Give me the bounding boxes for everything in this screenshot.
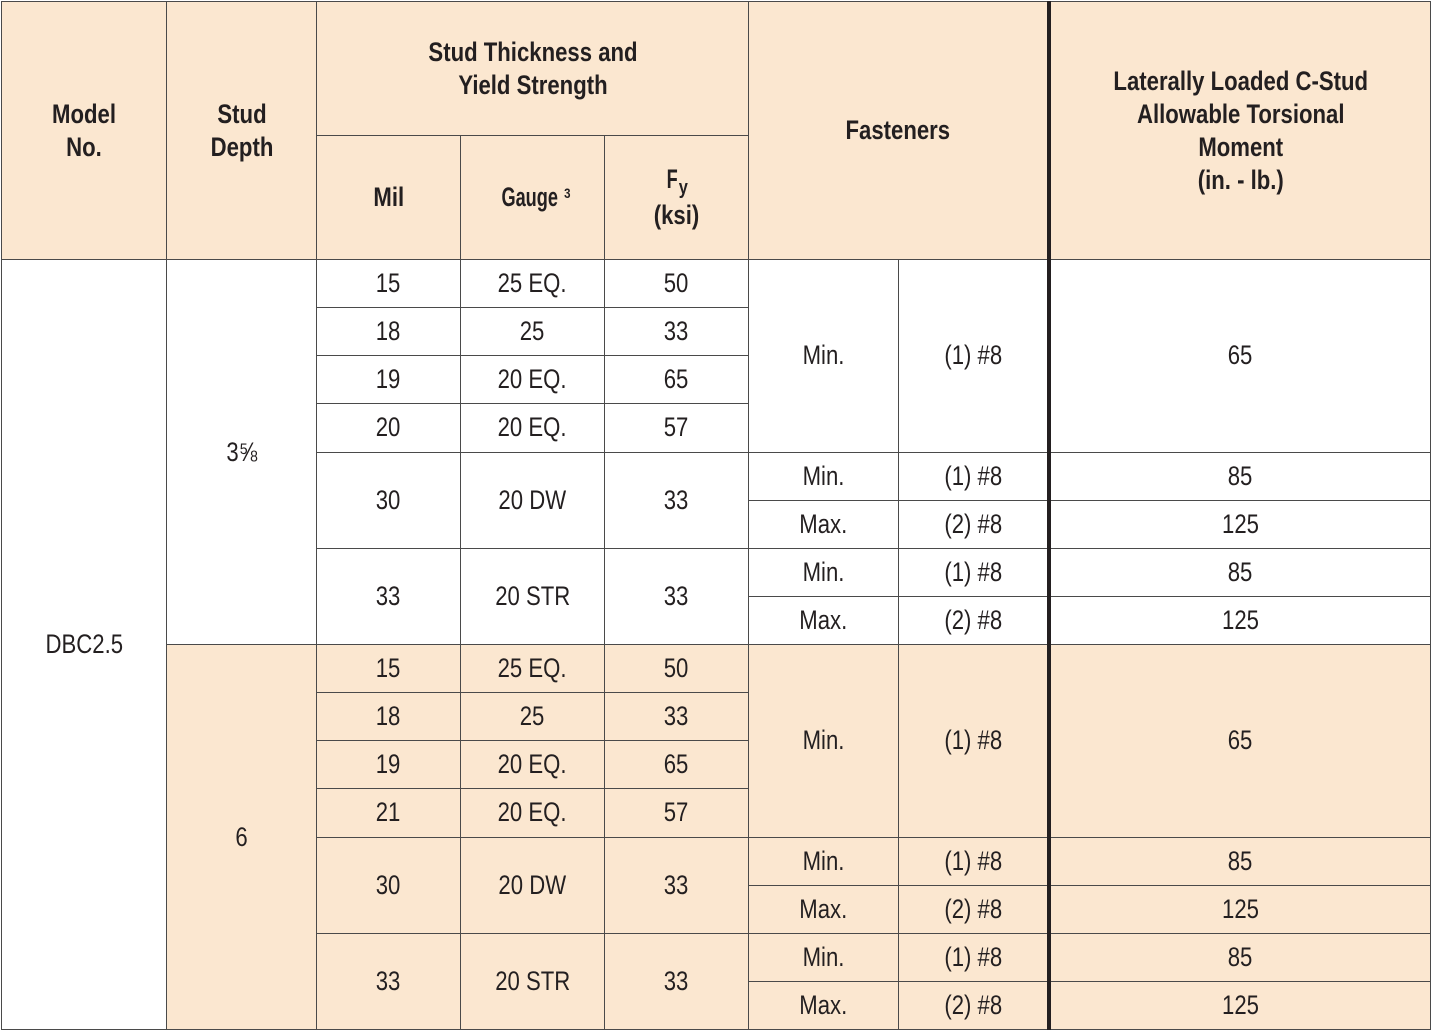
header-moment-line2: Allowable Torsional [1136, 98, 1345, 129]
depth-cell: 6 [167, 645, 317, 1030]
header-moment [1049, 2, 1431, 260]
model-cell: DBC2.5 [2, 260, 167, 1030]
level-cell: Min. [749, 452, 899, 500]
fy-subscript: y [678, 177, 688, 199]
fastener-cell: (1) #8 [899, 933, 1049, 981]
gauge-footnote-marker: 3 [563, 185, 571, 201]
header-moment-line1: Laterally Loaded C-Stud [1112, 65, 1368, 96]
level-cell: Min. [749, 548, 899, 596]
mil-cell: 33 [317, 933, 461, 1029]
header-fy: $F_y$ (ksi) [605, 136, 749, 260]
fastener-cell: (1) #8 [899, 837, 1049, 885]
moment-cell: 125 [1049, 885, 1431, 933]
fastener-cell: (1) #8 [899, 645, 1049, 838]
level-cell: Max. [749, 885, 899, 933]
header-thickness-group: Stud Thickness and Yield Strength [317, 2, 749, 136]
fy-cell: 57 [605, 404, 749, 452]
gauge-cell: 20 EQ. [461, 356, 605, 404]
gauge-cell: 25 [461, 308, 605, 356]
fy-cell: 65 [605, 741, 749, 789]
gauge-cell: 25 [461, 693, 605, 741]
gauge-cell: 20 EQ. [461, 404, 605, 452]
depth-cell: 3⅝ [167, 260, 317, 645]
gauge-cell: 20 EQ. [461, 789, 605, 837]
moment-cell: 65 [1049, 645, 1431, 838]
fy-cell: 65 [605, 356, 749, 404]
fy-cell: 33 [605, 693, 749, 741]
level-cell: Max. [749, 981, 899, 1029]
level-cell: Max. [749, 500, 899, 548]
mil-cell: 30 [317, 837, 461, 933]
mil-cell: 19 [317, 356, 461, 404]
mil-cell: 19 [317, 741, 461, 789]
fastener-cell: (2) #8 [899, 885, 1049, 933]
mil-cell: 15 [317, 260, 461, 308]
header-moment-line4: (in. - lb.) [1197, 164, 1284, 195]
header-fasteners: Fasteners [749, 2, 1049, 260]
fastener-cell: (1) #8 [899, 260, 1049, 453]
header-fy-unit: (ksi) [653, 200, 700, 230]
header-mil: Mil [317, 136, 461, 260]
fy-cell: 33 [605, 837, 749, 933]
gauge-cell: 20 DW [461, 837, 605, 933]
fastener-cell: (2) #8 [899, 981, 1049, 1029]
fastener-cell: (2) #8 [899, 500, 1049, 548]
header-stud-depth: Stud Depth [167, 2, 317, 260]
mil-cell: 18 [317, 693, 461, 741]
gauge-cell: 20 STR [461, 933, 605, 1029]
level-cell: Min. [749, 837, 899, 885]
header-gauge: Gauge $^3$ [461, 136, 605, 260]
fy-cell: 33 [605, 548, 749, 644]
fastener-cell: (1) #8 [899, 452, 1049, 500]
mil-cell: 33 [317, 548, 461, 644]
gauge-cell: 25 EQ. [461, 645, 605, 693]
fastener-cell: (1) #8 [899, 548, 1049, 596]
moment-cell: 85 [1049, 837, 1431, 885]
fy-cell: 57 [605, 789, 749, 837]
level-cell: Min. [749, 260, 899, 453]
gauge-cell: 20 EQ. [461, 741, 605, 789]
torsional-moment-table [1, 1, 1431, 1030]
fy-cell: 33 [605, 933, 749, 1029]
gauge-cell: 25 EQ. [461, 260, 605, 308]
mil-cell: 21 [317, 789, 461, 837]
moment-cell: 125 [1049, 500, 1431, 548]
fy-cell: 50 [605, 260, 749, 308]
mil-cell: 15 [317, 645, 461, 693]
fy-cell: 50 [605, 645, 749, 693]
moment-cell: 65 [1049, 260, 1431, 453]
level-cell: Min. [749, 645, 899, 838]
header-moment-line3: Moment [1197, 131, 1283, 162]
header-model-no: Model No. [2, 2, 167, 260]
gauge-cell: 20 DW [461, 452, 605, 548]
moment-cell: 85 [1049, 548, 1431, 596]
fastener-cell: (2) #8 [899, 596, 1049, 644]
level-cell: Max. [749, 596, 899, 644]
moment-cell: 85 [1049, 933, 1431, 981]
mil-cell: 30 [317, 452, 461, 548]
moment-cell: 125 [1049, 596, 1431, 644]
mil-cell: 20 [317, 404, 461, 452]
moment-cell: 125 [1049, 981, 1431, 1029]
mil-cell: 18 [317, 308, 461, 356]
fy-cell: 33 [605, 452, 749, 548]
fy-cell: 33 [605, 308, 749, 356]
level-cell: Min. [749, 933, 899, 981]
gauge-cell: 20 STR [461, 548, 605, 644]
moment-cell: 85 [1049, 452, 1431, 500]
